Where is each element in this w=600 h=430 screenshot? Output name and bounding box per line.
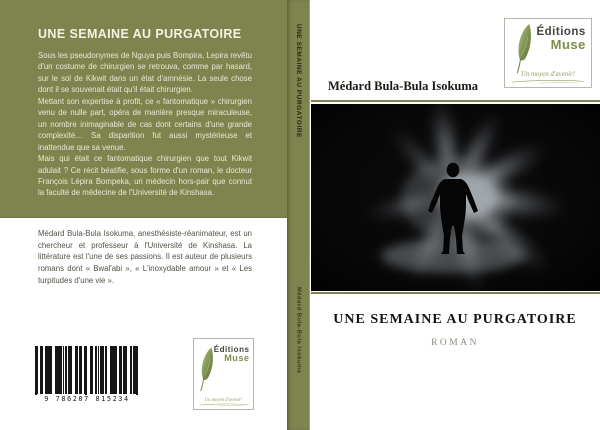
synopsis-paragraph: Mettant son expertise à profit, ce « fantomatique » chirurgien venu de nulle part, opéra de manière presque miraculeuse, un nombre inimaginable de cas dont certains d'une grande complexité… Sa disparition fut aussi mystérieuse et inattendue que sa venue. xyxy=(38,96,252,152)
spine-author: Médard Bula-Bula Isokuma xyxy=(295,287,302,374)
publisher-logo-front xyxy=(504,18,592,88)
barcode-digits: 9 786207 815234 xyxy=(35,395,139,403)
synopsis-paragraph: Sous les pseudonymes de Nguya puis Bompira, Lepira revêtu d'un costume de chirurgien se retrouva, comme par hasard, sur le sol de Kikwit dans un état d'amnésie. La seule chose dont il se souvenait était qu'il était chirurgien. xyxy=(38,51,252,95)
back-cover-synopsis xyxy=(38,50,252,199)
publisher-name: Éditions Muse xyxy=(536,25,586,52)
front-title: UNE SEMAINE AU PURGATOIRE xyxy=(333,312,577,327)
isbn-barcode xyxy=(35,346,139,408)
back-cover-title: UNE SEMAINE AU PURGATOIRE xyxy=(38,27,242,41)
front-author-name: Médard Bula-Bula Isokuma xyxy=(327,79,479,93)
publisher-logo-back xyxy=(193,338,254,410)
divider-rule-top xyxy=(311,100,600,102)
author-bio: Médard Bula-Bula Isokuma, anesthésiste-réanimateur, est un chercheur et professeur à l'Université de Kinshasa. La littérature est l'une de ses passions. Il est auteur de plusieurs romans dont « Bwal'abi », « L'inoxydable amour » et « Les turpitudes d'une vie ». xyxy=(38,229,252,285)
divider-rule-bottom xyxy=(311,292,600,294)
publisher-slogan: Un moyen d'avenir! xyxy=(198,396,250,407)
publisher-name: Éditions Muse xyxy=(213,345,250,364)
back-cover xyxy=(0,0,287,430)
book-spine xyxy=(287,0,310,430)
back-cover-olive-panel xyxy=(0,0,287,218)
publisher-slogan: Un moyen d'avenir! xyxy=(510,68,586,84)
barcode-bars xyxy=(35,346,139,394)
synopsis-paragraph: Mais qui était ce fantomatique chirurgien que tout Kikwit adulait ? Ce récit béatifie, sous forme d'un roman, le docteur François Lépira Bompeka, un médecin hors-pair que connut la faculté de médecine de l'Université de Kinshasa. xyxy=(38,154,252,198)
slogan-flourish xyxy=(510,79,586,84)
slogan-flourish xyxy=(198,403,250,407)
spine-title: UNE SEMAINE AU PURGATOIRE xyxy=(295,24,302,138)
cover-photo-silhouette xyxy=(311,104,600,291)
front-subtitle-roman: ROMAN xyxy=(431,338,479,348)
